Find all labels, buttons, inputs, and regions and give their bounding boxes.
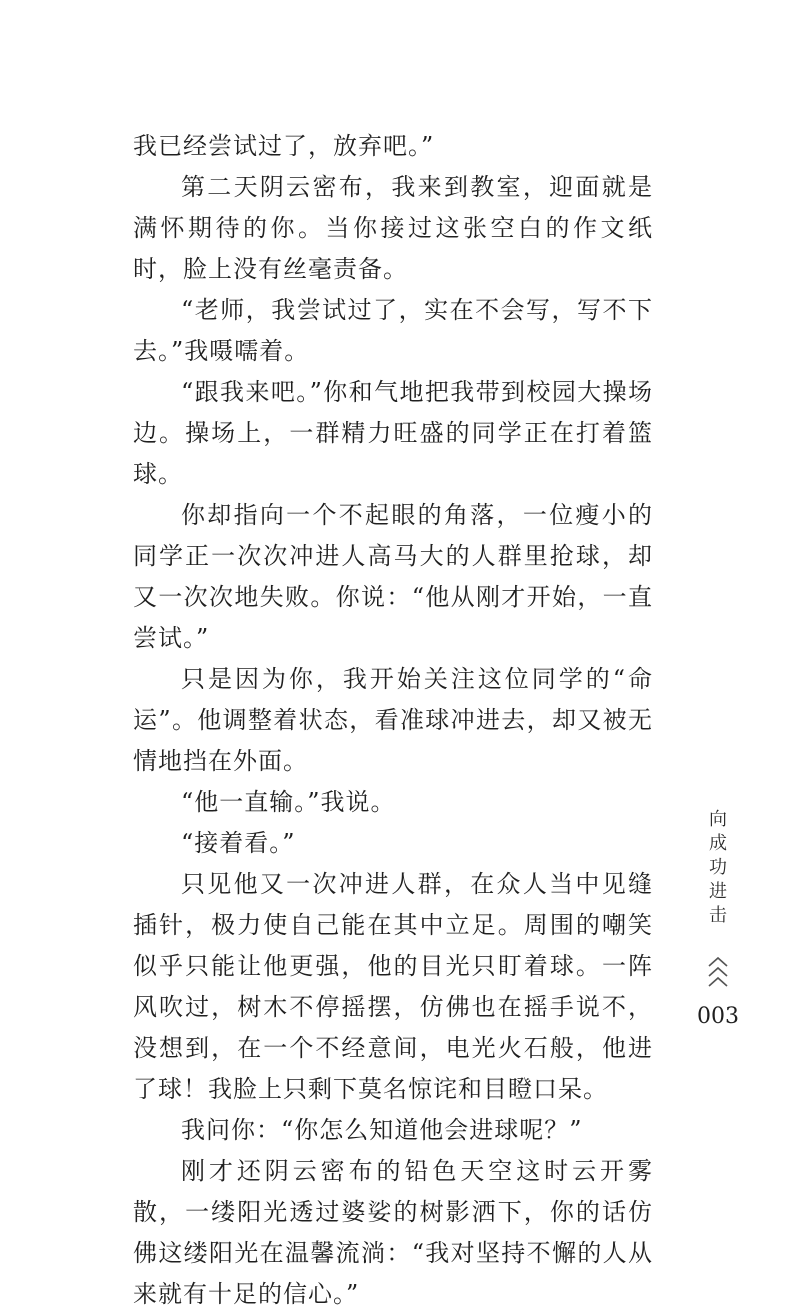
paragraph: 你却指向一个不起眼的角落，一位瘦小的同学正一次次冲进人高马大的人群里抢球，却又一次次地失败。你说：“他从刚才开始，一直尝试。” xyxy=(133,501,653,652)
paragraph: “接着看。” xyxy=(181,829,296,857)
page-number: 003 xyxy=(697,1004,739,1029)
paragraph: 我已经尝试过了，放弃吧。” xyxy=(133,132,435,160)
paragraph: 我问你：“你怎么知道他会进球呢？” xyxy=(181,1116,583,1144)
paragraph: “跟我来吧。”你和气地把我带到校园大操场边。操场上，一群精力旺盛的同学正在打着篮球。 xyxy=(133,378,653,488)
paragraph: 只是因为你，我开始关注这位同学的“命运”。他调整着状态，看准球冲进去，却又被无情地挡在外面。 xyxy=(133,665,653,775)
section-title: 向成功进击 xyxy=(709,809,727,926)
paragraph: 只见他又一次冲进人群，在众人当中见缝插针，极力使自己能在其中立足。周围的嘲笑似乎只能让他更强，他的目光只盯着球。一阵风吹过，树木不停摇摆，仿佛也在摇手说不，没想到，在一个不经意间，电光火石般，他进了球！我脸上只剩下莫名惊诧和目瞪口呆。 xyxy=(133,870,653,1103)
page-sidebar xyxy=(693,808,743,1030)
paragraph: 刚才还阴云密布的铅色天空这时云开雾散，一缕阳光透过婆娑的树影洒下，你的话仿佛这缕阳光在温馨流淌：“我对坚持不懈的人从来就有十足的信心。” xyxy=(133,1157,653,1308)
paragraph: “老师，我尝试过了，实在不会写，写不下去。”我嗫嚅着。 xyxy=(133,296,653,365)
paragraph: “他一直输。”我说。 xyxy=(181,788,396,816)
body-text xyxy=(133,126,653,1315)
paragraph: 第二天阴云密布，我来到教室，迎面就是满怀期待的你。当你接过这张空白的作文纸时，脸上没有丝毫责备。 xyxy=(133,173,653,283)
triple-chevron-up-icon xyxy=(706,954,730,992)
